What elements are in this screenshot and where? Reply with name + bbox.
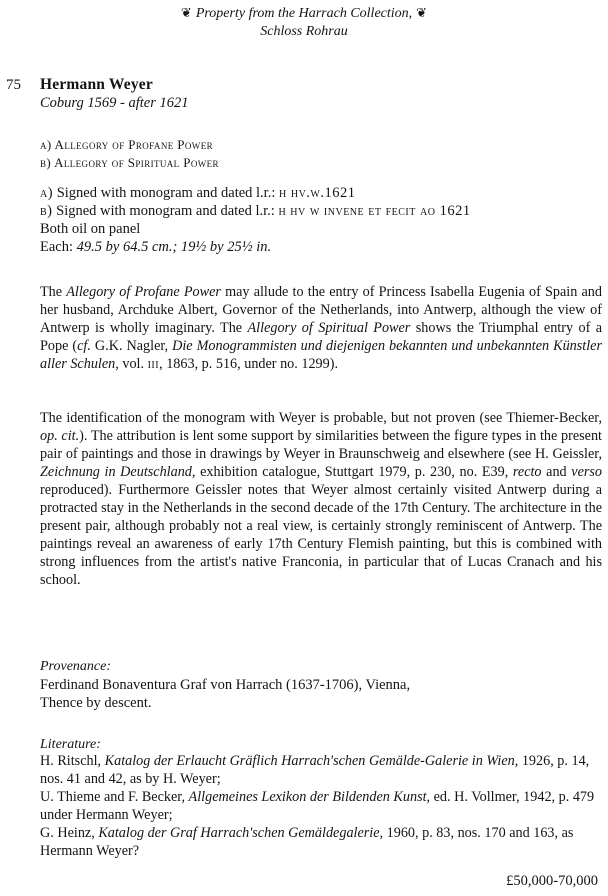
italic-title: Allgemeines Lexikon der Bildenden Kunst, — [188, 789, 431, 805]
signature-b — [40, 202, 602, 220]
signature-a-text: Signed with monogram and dated l.r.: — [56, 185, 276, 201]
text-run: reproduced). Furthermore Geissler notes that Weyer almost certainly visited Antwerp during a protracted stay in the Netherlands in the second decade of the 17th Century. The architecture in the present pair, although probably not a real view, is certainly strongly reminiscent of Antwerp. The paintings reveal an awareness of early 17th Century Flemish painting, but this is combined with strong influences from the artist's native Franconia, in particular that of Lucas Cranach and his school. — [40, 482, 602, 588]
text-run: H. Ritschl, — [40, 753, 105, 769]
literature-entry — [40, 788, 602, 824]
italic-title: Allegory of Profane Power — [66, 284, 221, 300]
literature-list — [40, 752, 602, 860]
signature-a — [40, 184, 602, 202]
dimensions-line — [40, 238, 602, 256]
title-b: b) Allegory of Spiritual Power — [40, 155, 219, 170]
text-run: The identification of the monogram with Weyer is probable, but not proven (see Thiemer-Becker, — [40, 410, 602, 426]
provenance-line: Ferdinand Bonaventura Graf von Harrach (1637-1706), Vienna, — [40, 677, 411, 693]
collection-header — [0, 4, 608, 41]
title-a: a) Allegory of Profane Power — [40, 137, 213, 152]
text-run: shows the Triumphal entry of a Pope ( — [40, 320, 603, 354]
provenance-text — [40, 676, 602, 712]
text-run: exhibition catalogue, Stuttgart 1979, p. 230, no. E39, — [195, 464, 513, 480]
volume-number: iii — [147, 356, 160, 372]
text-run: may allude to the entry of Princess Isabella Eugenia of Spain and her husband, Archduke Albert, Governor of the Netherlands, into Antwerp, although the view of Antwerp is wholly imaginary. The — [40, 284, 602, 336]
text-run: The — [40, 284, 67, 300]
signature-a-prefix: a) — [40, 185, 54, 201]
italic-abbrev: op. cit. — [40, 428, 80, 444]
artist-name: Hermann Weyer — [40, 76, 153, 93]
italic-title: Katalog der Erlaucht Gräflich Harrach'schen Gemälde-Galerie in Wien, — [104, 753, 519, 769]
italic-term: verso — [571, 464, 602, 480]
italic-title: Allegory of Spiritual Power — [247, 320, 411, 336]
description-paragraph-2 — [40, 409, 602, 589]
text-run: vol. — [118, 356, 148, 372]
header-line-1 — [0, 4, 608, 23]
text-run: U. Thieme and F. Becker, — [40, 789, 189, 805]
dimensions-value: 49.5 by 64.5 cm.; 19½ by 25½ in. — [76, 239, 272, 255]
signature-b-mark: h hv w invene et fecit ao 1621 — [278, 203, 471, 219]
signature-a-mark: h hv.w.1621 — [279, 185, 356, 201]
text-run: , 1863, p. 516, under no. 1299). — [159, 356, 338, 372]
ornament-left-icon: ❦ — [180, 5, 192, 20]
italic-title: Die Monogrammisten und diejenigen bekannten und unbekannten Künstler aller Schulen, — [40, 338, 602, 372]
text-run: G. Heinz, — [40, 825, 99, 841]
italic-title: Katalog der Graf Harrach'schen Gemäldegalerie, — [98, 825, 384, 841]
header-line-2: Schloss Rohrau — [260, 24, 348, 39]
italic-abbrev: cf. — [77, 338, 91, 354]
text-run: ed. H. Vollmer, 1942, p. 479 under Hermann Weyer; — [40, 789, 595, 823]
text-run: 1960, p. 83, nos. 170 and 163, as Hermann Weyer? — [40, 825, 574, 859]
text-run: 1926, p. 14, nos. 41 and 42, as by H. Weyer; — [40, 753, 590, 787]
price-estimate: £50,000-70,000 — [506, 873, 598, 889]
text-run: G.K. Nagler, — [90, 338, 173, 354]
italic-title: Zeichnung in Deutschland, — [40, 464, 196, 480]
literature-entry — [40, 752, 602, 788]
provenance-line: Thence by descent. — [40, 695, 152, 711]
literature-entry — [40, 824, 602, 860]
literature-heading: Literature: — [40, 737, 101, 752]
dimensions-label: Each: — [40, 239, 74, 255]
provenance-heading: Provenance: — [40, 659, 111, 674]
ornament-right-icon: ❦ — [416, 5, 428, 20]
signature-b-prefix: b) — [40, 203, 53, 219]
lot-number: 75 — [6, 77, 21, 93]
artist-dates: Coburg 1569 - after 1621 — [40, 95, 189, 111]
signature-block — [40, 184, 602, 256]
text-run: ). The attribution is lent some support by similarities between the figure types in the present pair of paintings and those in drawings by Weyer in Braunschweig and elsewhere (see H. Geissler, — [40, 428, 602, 462]
header-collection-title: Property from the Harrach Collection, — [195, 6, 413, 21]
painting-titles — [40, 136, 602, 172]
medium: Both oil on panel — [40, 221, 141, 237]
italic-term: recto — [512, 464, 542, 480]
text-run: and — [541, 464, 572, 480]
signature-b-text: Signed with monogram and dated l.r.: — [56, 203, 275, 219]
description-paragraph-1 — [40, 283, 602, 373]
